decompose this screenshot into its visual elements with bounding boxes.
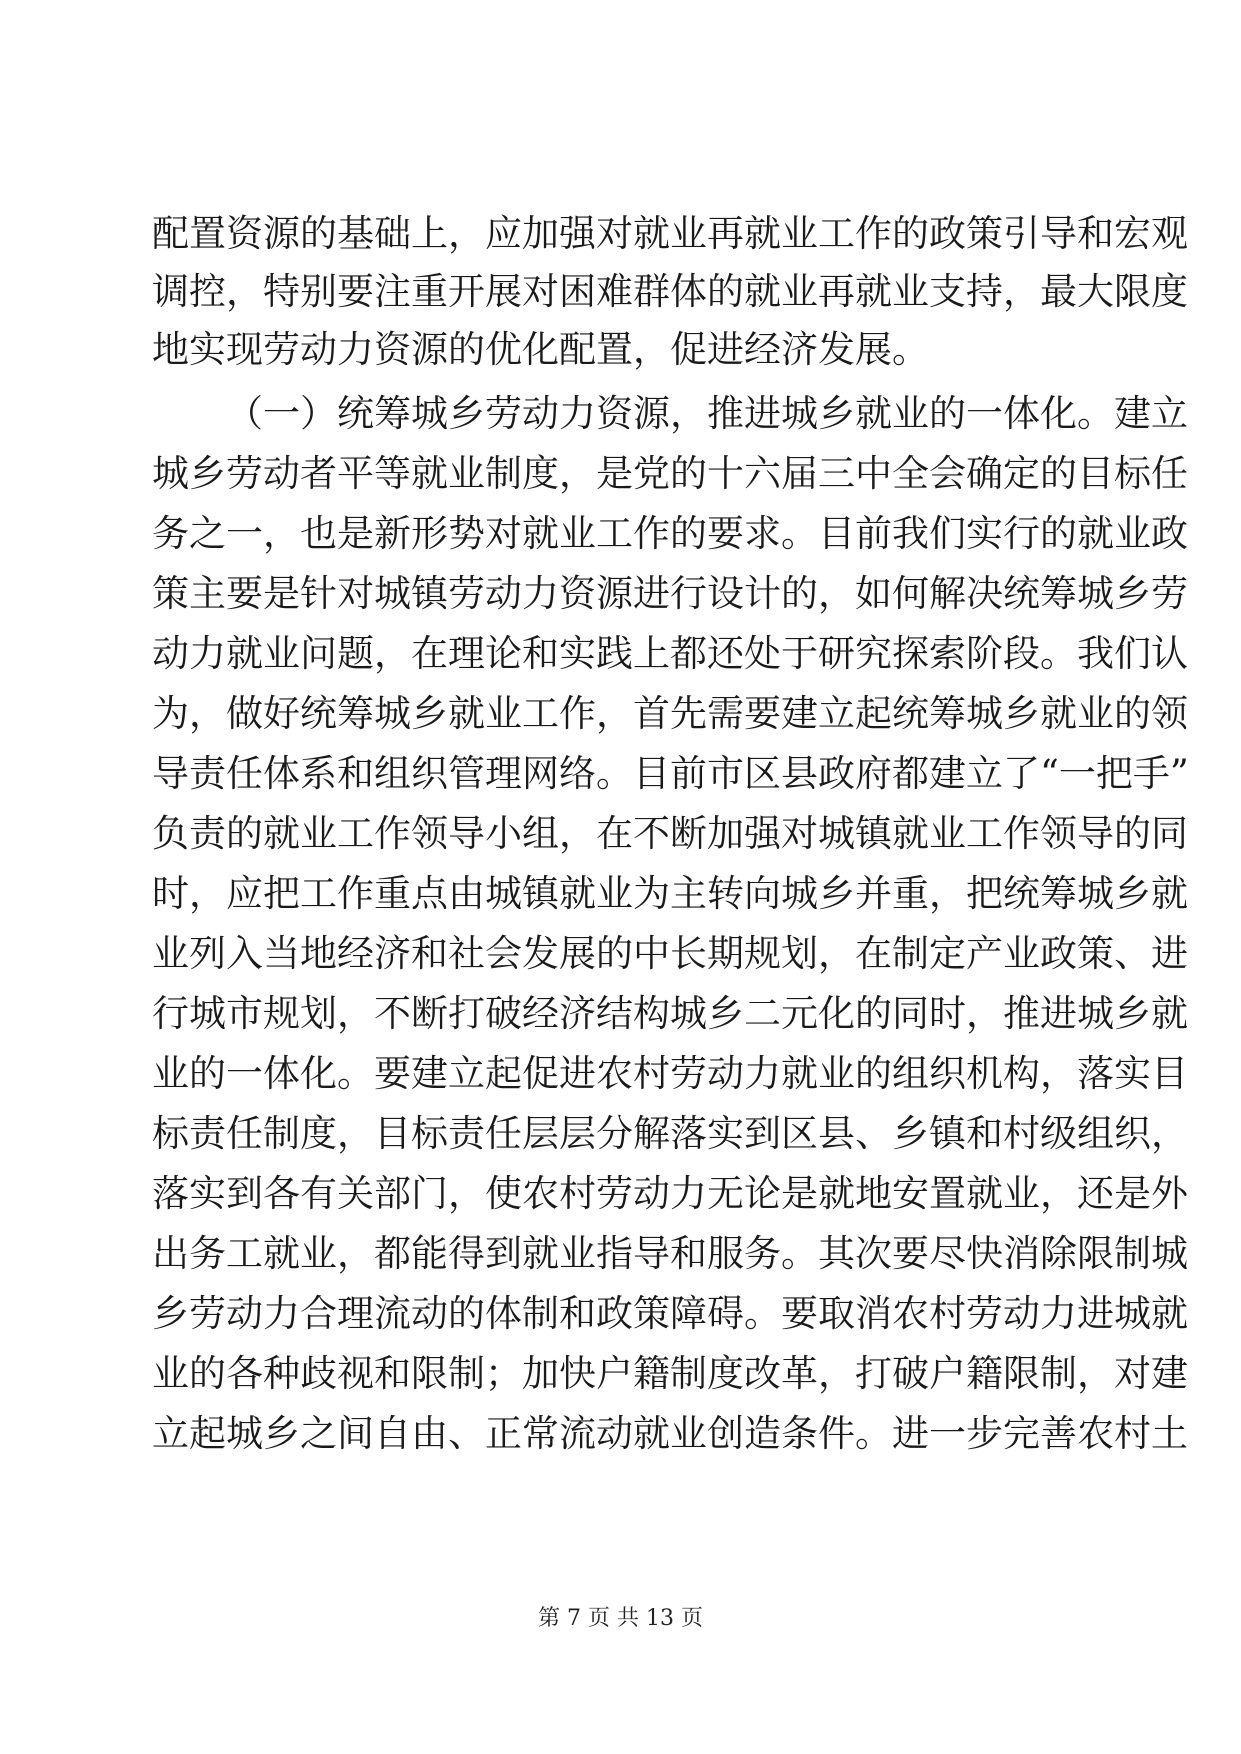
paragraph-line: 落实到各有关部门，使农村劳动力无论是就地安置就业，还是外 — [152, 1172, 1188, 1215]
section-heading-line: （一）统筹城乡劳动力资源，推进城乡就业的一体化。建立 — [226, 392, 1188, 435]
paragraph-line: 调控，特别要注重开展对困难群体的就业再就业支持，最大限度 — [152, 270, 1188, 313]
page-number-footer: 第 7 页 共 13 页 — [538, 1606, 703, 1631]
paragraph-line: 业的一体化。要建立起促进农村劳动力就业的组织机构，落实目 — [152, 1052, 1188, 1095]
paragraph-line: 乡劳动力合理流动的体制和政策障碍。要取消农村劳动力进城就 — [152, 1292, 1188, 1335]
paragraph-line: 立起城乡之间自由、正常流动就业创造条件。进一步完善农村土 — [152, 1412, 1188, 1455]
paragraph-line: 配置资源的基础上，应加强对就业再就业工作的政策引导和宏观 — [152, 212, 1188, 255]
paragraph-line: 时，应把工作重点由城镇就业为主转向城乡并重，把统筹城乡就 — [152, 872, 1188, 915]
paragraph-line: 动力就业问题，在理论和实践上都还处于研究探索阶段。我们认 — [152, 632, 1188, 675]
paragraph-line: 标责任制度，目标责任层层分解落实到区县、乡镇和村级组织， — [152, 1112, 1188, 1155]
paragraph-line: 负责的就业工作领导小组，在不断加强对城镇就业工作领导的同 — [152, 812, 1188, 855]
paragraph-line: 城乡劳动者平等就业制度，是党的十六届三中全会确定的目标任 — [152, 452, 1188, 495]
paragraph-line: 行城市规划，不断打破经济结构城乡二元化的同时，推进城乡就 — [152, 992, 1188, 1035]
paragraph-line: 为，做好统筹城乡就业工作，首先需要建立起统筹城乡就业的领 — [152, 692, 1188, 735]
paragraph-line: 业列入当地经济和社会发展的中长期规划，在制定产业政策、进 — [152, 932, 1188, 975]
paragraph-line: 务之一，也是新形势对就业工作的要求。目前我们实行的就业政 — [152, 512, 1188, 555]
paragraph-line: 业的各种歧视和限制；加快户籍制度改革，打破户籍限制，对建 — [152, 1352, 1188, 1395]
paragraph-line: 导责任体系和组织管理网络。目前市区县政府都建立了“一把手” — [152, 752, 1189, 795]
paragraph-line: 出务工就业，都能得到就业指导和服务。其次要尽快消除限制城 — [152, 1232, 1188, 1275]
paragraph-line: 地实现劳动力资源的优化配置，促进经济发展。 — [152, 328, 929, 371]
paragraph-line: 策主要是针对城镇劳动力资源进行设计的，如何解决统筹城乡劳 — [152, 572, 1188, 615]
